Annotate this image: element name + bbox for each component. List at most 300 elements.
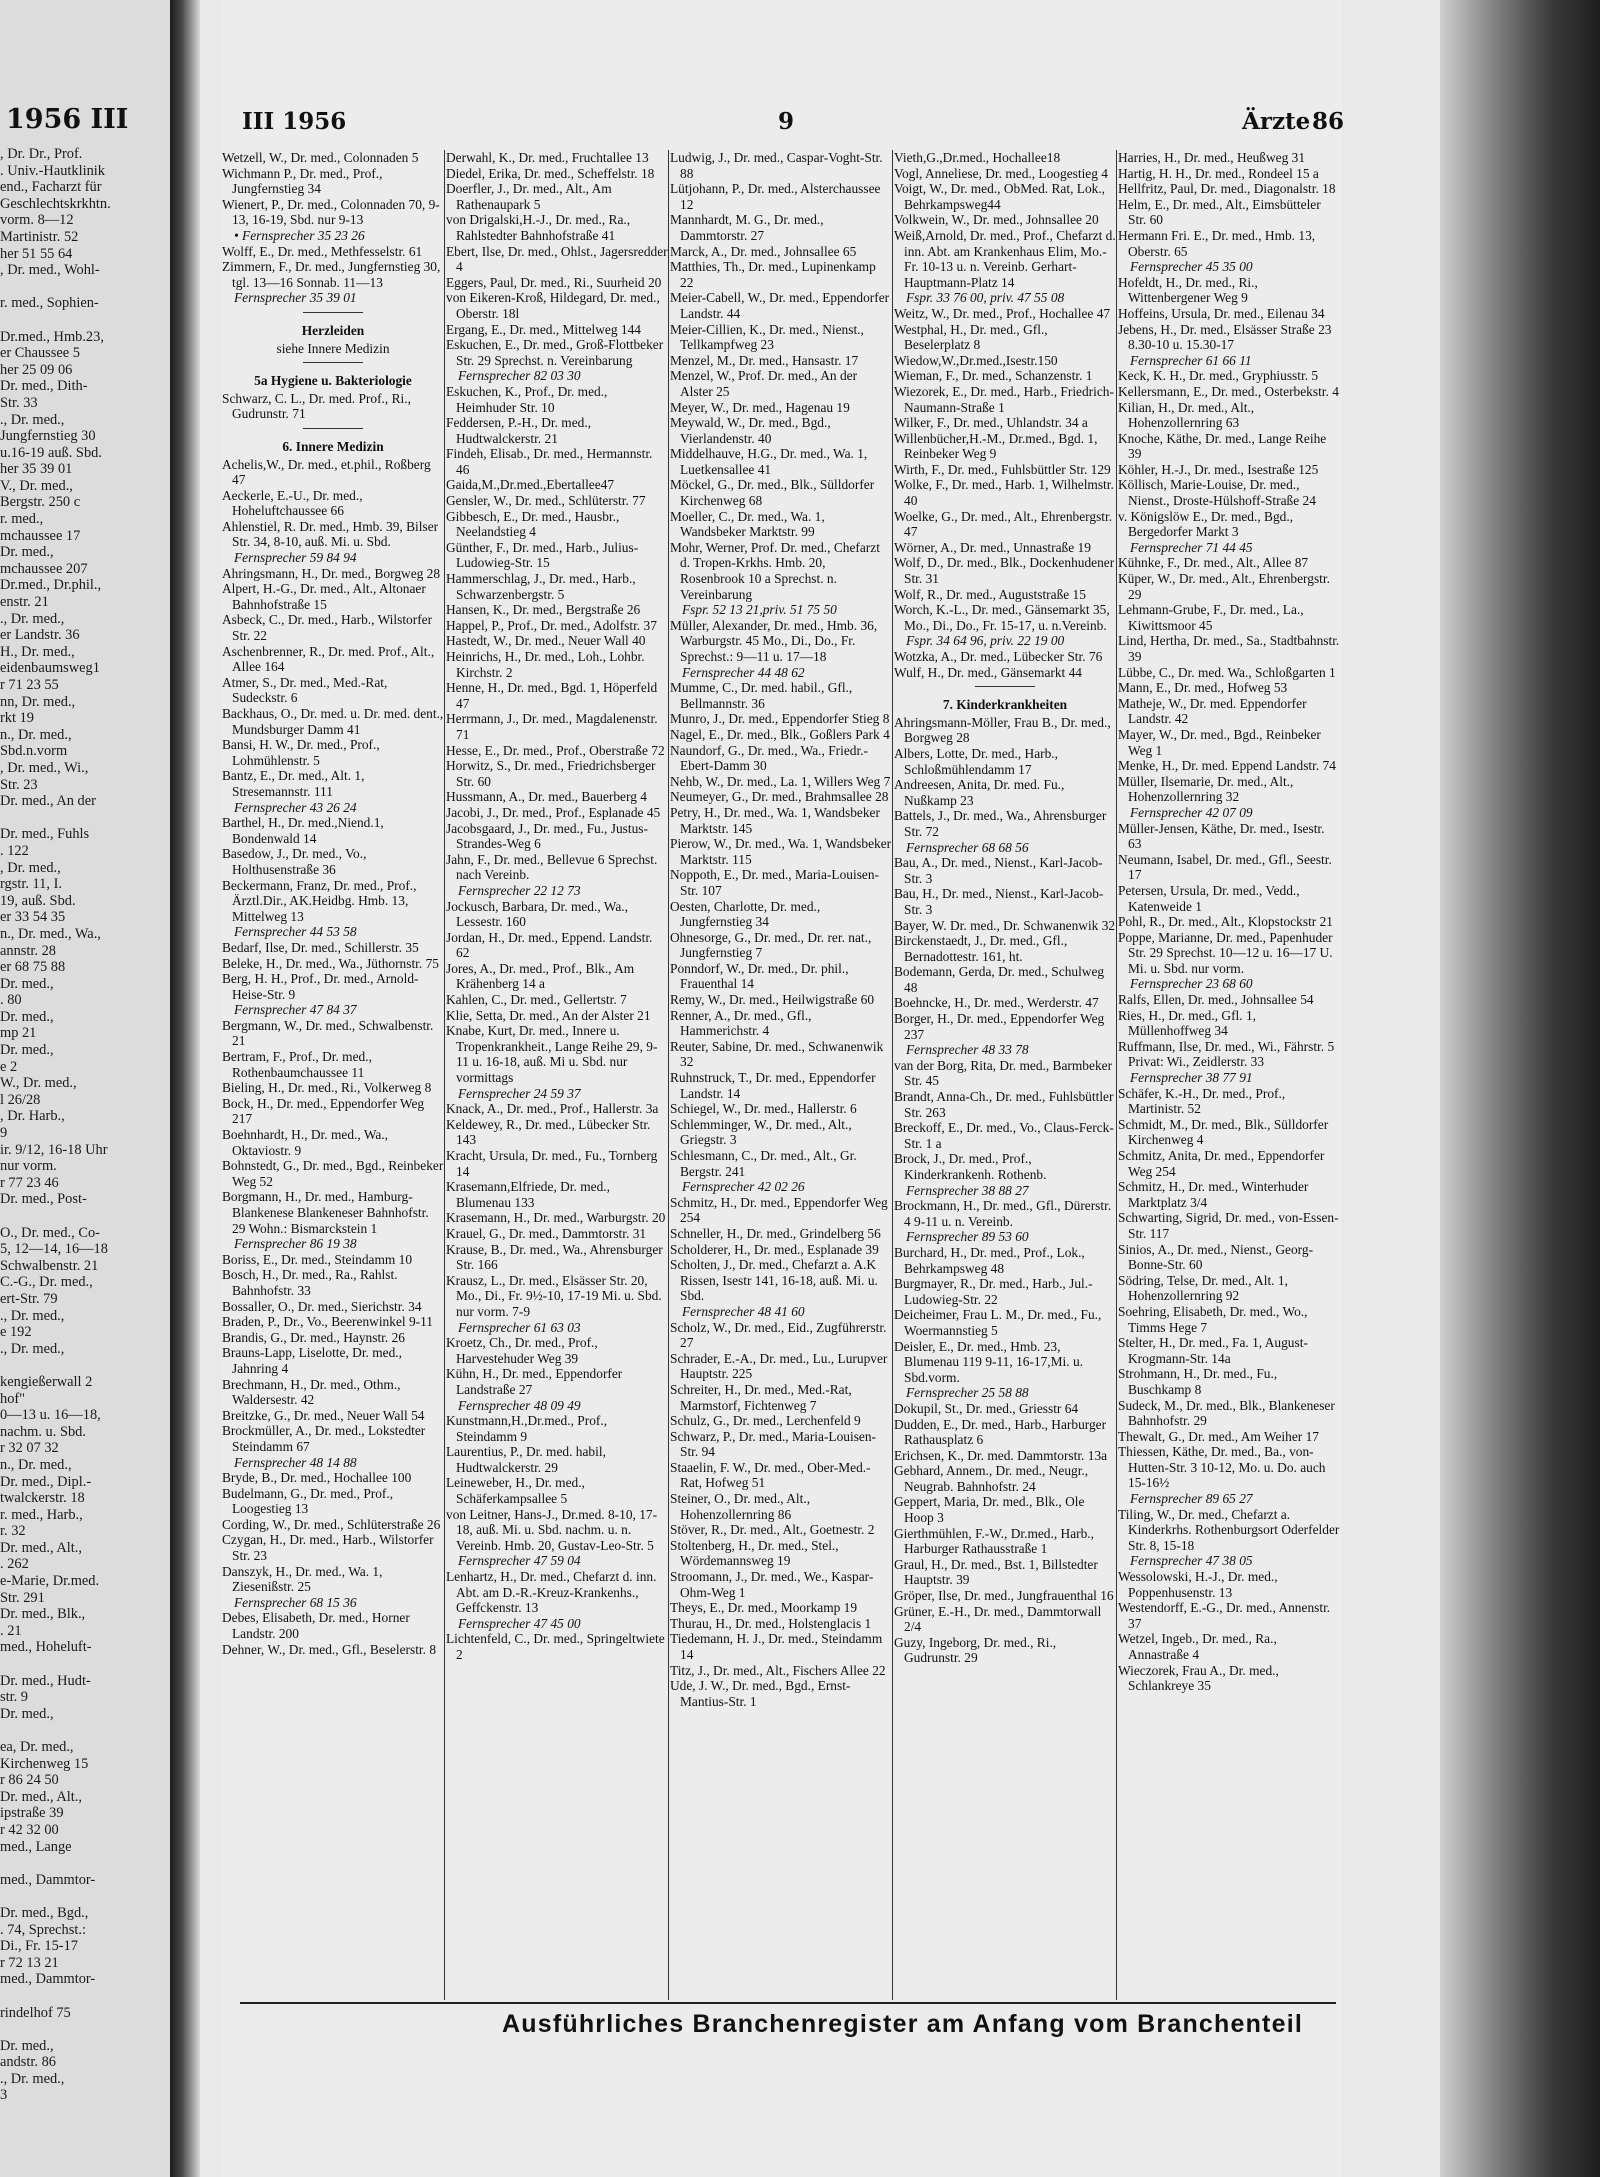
- directory-entry: Remy, W., Dr. med., Heilwigstraße 60: [670, 992, 875, 1008]
- directory-entry: Scholz, W., Dr. med., Eid., Zugführerstr. 27: [670, 1319, 887, 1351]
- directory-entry: Schiegel, W., Dr. med., Hallerstr. 6: [670, 1101, 857, 1117]
- phone-number: • Fernsprecher 35 23 26: [234, 227, 365, 243]
- directory-entry: Wolf, D., Dr. med., Blk., Dockenhudener Str. 31: [894, 555, 1115, 587]
- directory-entry: Ohnesorge, G., Dr. med., Dr. rer. nat., Jungfernstieg 7: [670, 929, 872, 961]
- directory-entry: Middelhauve, H.G., Dr. med., Wa. 1, Luetkensallee 41: [670, 446, 868, 477]
- directory-entry: Hoffeins, Ursula, Dr. med., Eilenau 34: [1118, 305, 1325, 321]
- phone-number: Fernsprecher 22 12 73: [458, 882, 581, 898]
- directory-entry: Schneller, H., Dr. med., Grindelberg 56: [670, 1225, 881, 1241]
- directory-entry: Brandt, Anna-Ch., Dr. med., Fuhlsbüttler Str. 263: [894, 1089, 1114, 1120]
- facing-page-line: ipstraße 39: [0, 1805, 64, 1822]
- facing-page-line: kengießerwall 2: [0, 1373, 93, 1390]
- directory-entry: Pierow, W., Dr. med., Wa. 1, Wandsbeker Marktstr. 115: [670, 836, 892, 867]
- directory-entry: Bayer, W. Dr. med., Dr. Schwanenwik 32: [894, 917, 1116, 933]
- directory-entry: Bodemann, Gerda, Dr. med., Schulweg 48: [894, 964, 1105, 995]
- directory-entry: Boehnhardt, H., Dr. med., Wa., Oktaviostr. 9: [222, 1127, 389, 1158]
- directory-entry: Lehmann-Grube, F., Dr. med., La., Kiwittsmoor 45: [1118, 602, 1304, 633]
- directory-entry: Schulz, G., Dr. med., Lerchenfeld 9: [670, 1413, 861, 1429]
- directory-entry: Kunstmann,H.,Dr.med., Prof., Steindamm 9: [446, 1413, 608, 1444]
- directory-entry: Stöver, R., Dr. med., Alt., Goetnestr. 2: [670, 1522, 875, 1538]
- phone-number: Fernsprecher 43 26 24: [234, 799, 357, 815]
- directory-entry: Bergmann, W., Dr. med., Schwalbenstr. 21: [222, 1017, 434, 1049]
- directory-entry: Meywald, W., Dr. med., Bgd., Vierlandenstr. 40: [670, 415, 831, 446]
- column-5: [1118, 150, 1340, 2000]
- facing-page-line: Martinistr. 52: [0, 228, 79, 245]
- facing-page-line: Dr. med., Post-: [0, 1191, 87, 1208]
- directory-entry: Henne, H., Dr. med., Bgd. 1, Höperfeld 47: [446, 680, 658, 711]
- phone-number: Fernsprecher 35 39 01: [234, 290, 357, 306]
- directory-entry: Debes, Elisabeth, Dr. med., Horner Landstr. 200: [222, 1610, 410, 1642]
- facing-page-line: [0, 1208, 170, 1225]
- directory-entry: Thurau, H., Dr. med., Holstenglacis 1: [670, 1615, 872, 1631]
- facing-page-line: V., Dr. med.,: [0, 477, 73, 494]
- directory-entry: Wetzel, Ingeb., Dr. med., Ra., Annastraße 4: [1118, 1631, 1277, 1662]
- directory-entry: Bosch, H., Dr. med., Ra., Rahlst. Bahnhofstr. 33: [222, 1267, 398, 1298]
- directory-entry: Södring, Telse, Dr. med., Alt. 1, Hohenzollernring 92: [1118, 1272, 1288, 1304]
- facing-page-line: ert-Str. 79: [0, 1290, 58, 1307]
- directory-entry: Helm, E., Dr. med., Alt., Eimsbütteler Str. 60: [1118, 196, 1321, 228]
- phone-number: Fernsprecher 44 48 62: [682, 664, 805, 680]
- facing-page-line: , Dr. Dr., Prof.: [0, 146, 83, 162]
- directory-entry: Guzy, Ingeborg, Dr. med., Ri., Gudrunstr. 29: [894, 1634, 1057, 1666]
- directory-entry: Petry, H., Dr. med., Wa. 1, Wandsbeker Marktstr. 145: [670, 804, 880, 836]
- phone-number: Fernsprecher 89 53 60: [906, 1229, 1029, 1245]
- facing-page-line: r 32 07 32: [0, 1440, 59, 1457]
- facing-page-line: [0, 1656, 170, 1673]
- directory-entry: Wiedow,W.,Dr.med.,Isestr.150: [894, 352, 1058, 368]
- facing-page-line: r 72 13 21: [0, 1954, 59, 1971]
- directory-entry: Lübbe, C., Dr. med. Wa., Schloßgarten 1: [1118, 664, 1336, 680]
- directory-entry: Dokupil, St., Dr. med., Griesstr 64: [894, 1400, 1079, 1416]
- facing-page-line: Geschlechtskrkhtn.: [0, 195, 111, 212]
- directory-entry: Müller, Ilsemarie, Dr. med., Alt., Hohenzollernring 32: [1118, 773, 1294, 805]
- facing-page-line: eidenbaumsweg1: [0, 660, 100, 677]
- directory-entry: Kroetz, Ch., Dr. med., Prof., Harvestehuder Weg 39: [446, 1335, 598, 1366]
- facing-page-line: vorm. 8—12: [0, 212, 74, 229]
- directory-entry: Wessolowski, H.-J., Dr. med., Poppenhusenstr. 13: [1118, 1569, 1278, 1600]
- directory-entry: Schmitz, H., Dr. med., Eppendorfer Weg 254: [670, 1194, 888, 1226]
- directory-entry: Naundorf, G., Dr. med., Wa., Friedr.-Ebert-Damm 30: [670, 742, 869, 774]
- directory-entry: Gebhard, Annem., Dr. med., Neugr., Neugrab. Bahnhofstr. 24: [894, 1463, 1089, 1494]
- directory-entry: Köllisch, Marie-Louise, Dr. med., Nienst., Droste-Hülshoff-Straße 24: [1118, 477, 1316, 509]
- directory-entry: Hastedt, W., Dr. med., Neuer Wall 40: [446, 633, 646, 649]
- facing-page-line: 3: [0, 2087, 8, 2104]
- directory-entry: Mayer, W., Dr. med., Bgd., Reinbeker Weg 1: [1118, 726, 1321, 758]
- directory-entry: Reuter, Sabine, Dr. med., Schwanenwik 32: [670, 1038, 884, 1070]
- facing-page-line: 19, auß. Sbd.: [0, 892, 76, 909]
- directory-entry: Schmidt, M., Dr. med., Blk., Sülldorfer Kirchenweg 4: [1118, 1116, 1329, 1148]
- facing-page-line: r 42 32 00: [0, 1821, 59, 1838]
- phone-number: Fspr. 34 64 96, priv. 22 19 00: [906, 633, 1065, 649]
- directory-entry: Soehring, Elisabeth, Dr. med., Wo., Timms Hege 7: [1118, 1303, 1308, 1335]
- phone-number: Fernsprecher 45 35 00: [1130, 259, 1253, 275]
- directory-entry: Gaida,M.,Dr.med.,Ebertallee47: [446, 477, 615, 493]
- facing-page-line: [0, 810, 170, 827]
- directory-entry: Volkwein, W., Dr. med., Johnsallee 20: [894, 212, 1099, 228]
- facing-page-line: ea, Dr. med.,: [0, 1739, 74, 1755]
- directory-entry: Hammerschlag, J., Dr. med., Harb., Schwarzenbergstr. 5: [446, 571, 636, 602]
- directory-entry: Albers, Lotte, Dr. med., Harb., Schloßmühlendamm 17: [894, 745, 1058, 777]
- directory-entry: Möckel, G., Dr. med., Blk., Sülldorfer Kirchenweg 68: [670, 477, 875, 509]
- directory-entry: Wolff, E., Dr. med., Methfesselstr. 61: [222, 243, 423, 259]
- phone-number: Fernsprecher 48 14 88: [234, 1454, 357, 1470]
- facing-page-line: 5, 12—14, 16—18: [0, 1241, 108, 1258]
- facing-page-line: Dr.med., Dr.phil.,: [0, 577, 102, 594]
- facing-page-line: W., Dr. med.,: [0, 1075, 77, 1092]
- facing-page-line: er 68 75 88: [0, 959, 66, 976]
- directory-entry: Bryde, B., Dr. med., Hochallee 100: [222, 1470, 412, 1486]
- facing-page-line: n., Dr. med.,: [0, 726, 72, 743]
- phone-number: Fernsprecher 23 68 60: [1130, 976, 1253, 992]
- directory-entry: Mannhardt, M. G., Dr. med., Dammtorstr. 27: [670, 212, 824, 243]
- directory-entry: Bau, H., Dr. med., Nienst., Karl-Jacob-Str. 3: [894, 886, 1104, 917]
- directory-entry: Brockmann, H., Dr. med., Gfl., Dürerstr. 4 9-11 u. n. Vereinb.: [894, 1198, 1112, 1229]
- directory-entry: Aschenbrenner, R., Dr. med. Prof., Alt., Allee 164: [222, 643, 435, 675]
- facing-page-line: nachm. u. Sbd.: [0, 1423, 86, 1440]
- facing-page-line: . 74, Sprechst.:: [0, 1921, 86, 1938]
- directory-entry: Renner, A., Dr. med., Gfl., Hammerichstr. 4: [670, 1007, 812, 1039]
- directory-entry: Stoltenberg, H., Dr. med., Stel., Wördemannsweg 19: [670, 1537, 839, 1569]
- facing-page-line: Sbd.n.vorm: [0, 743, 68, 760]
- directory-entry: Borger, H., Dr. med., Eppendorfer Weg 237: [894, 1011, 1105, 1042]
- facing-page-line: H., Dr. med.,: [0, 643, 75, 660]
- directory-entry: Wieman, F., Dr. med., Schanzenstr. 1: [894, 368, 1093, 384]
- column-2: [446, 150, 668, 2000]
- directory-entry: Knack, A., Dr. med., Prof., Hallerstr. 3a: [446, 1101, 659, 1117]
- facing-page-line: u.16-19 auß. Sbd.: [0, 444, 102, 461]
- directory-entry: Ruffmann, Ilse, Dr. med., Wi., Fährstr. 5 Privat: Wi., Zeidlerstr. 33: [1118, 1038, 1335, 1070]
- directory-entry: Matthies, Th., Dr. med., Lupinenkamp 22: [670, 259, 876, 290]
- directory-entry: Wieczorek, Frau A., Dr. med., Schlankreye 35: [1118, 1662, 1279, 1694]
- directory-entry: Brockmüller, A., Dr. med., Lokstedter Steindamm 67: [222, 1423, 426, 1454]
- directory-entry: Schäfer, K.-H., Dr. med., Prof., Martinistr. 52: [1118, 1085, 1286, 1117]
- facing-page-line: twalckerstr. 18: [0, 1490, 85, 1507]
- directory-entry: Dehner, W., Dr. med., Gfl., Beselerstr. 8: [222, 1641, 437, 1657]
- directory-entry: Hellfritz, Paul, Dr. med., Diagonalstr. 18: [1118, 181, 1336, 197]
- facing-page-line: [0, 1357, 170, 1374]
- directory-entry: Thewalt, G., Dr. med., Am Weiher 17: [1118, 1428, 1319, 1444]
- facing-page-line: her 35 39 01: [0, 461, 73, 478]
- directory-entry: Hesse, E., Dr. med., Prof., Oberstraße 72: [446, 742, 665, 758]
- directory-entry: Jores, A., Dr. med., Prof., Blk., Am Krähenberg 14 a: [446, 960, 635, 992]
- phone-number: Fernsprecher 86 19 38: [234, 1236, 357, 1252]
- facing-page-line: Dr. med., Hudt-: [0, 1672, 91, 1689]
- directory-entry: Marck, A., Dr. med., Johnsallee 65: [670, 243, 857, 259]
- directory-entry: Weiß,Arnold, Dr. med., Prof., Chefarzt d. inn. Abt. am Krankenhaus Elim, Mo.-Fr. 10-13 u. n. Vereinb. Gerhart-Hauptmann-Platz 14: [894, 227, 1116, 290]
- directory-entry: Jacobsgaard, J., Dr. med., Fu., Justus-Strandes-Weg 6: [446, 820, 648, 852]
- directory-entry: Wulf, H., Dr. med., Gänsemarkt 44: [894, 664, 1083, 680]
- directory-entry: Deicheimer, Frau L. M., Dr. med., Fu., Woermannstieg 5: [894, 1307, 1102, 1338]
- phone-number: Fernsprecher 42 07 09: [1130, 804, 1253, 820]
- directory-entry: Krasemann, H., Dr. med., Warburgstr. 20: [446, 1210, 666, 1226]
- column-3: [670, 150, 892, 2000]
- directory-entry: Kellersmann, E., Dr. med., Osterbekstr. 4: [1118, 383, 1339, 399]
- directory-entry: Tiedemann, H. J., Dr. med., Steindamm 14: [670, 1631, 883, 1662]
- section-divider: [303, 362, 363, 363]
- directory-entry: Gibbesch, E., Dr. med., Hausbr., Neelandstieg 4: [446, 508, 620, 540]
- phone-number: Fernsprecher 24 59 37: [458, 1085, 581, 1101]
- facing-page-line: . Univ.-Hautklinik: [0, 162, 105, 179]
- facing-page-line: med., Lange: [0, 1838, 72, 1855]
- directory-entry: Schmitz, Anita, Dr. med., Eppendorfer Weg 254: [1118, 1148, 1325, 1179]
- directory-entry: Erichsen, K., Dr. med. Dammtorstr. 13a: [894, 1447, 1108, 1463]
- facing-page-line: her 25 09 06: [0, 361, 73, 378]
- directory-entry: Harries, H., Dr. med., Heußweg 31: [1118, 150, 1306, 165]
- directory-entry: Moeller, C., Dr. med., Wa. 1, Wandsbeker Marktstr. 99: [670, 508, 825, 540]
- directory-entry: v. Königslöw E., Dr. med., Bgd., Bergedorfer Markt 3: [1118, 508, 1294, 540]
- directory-entry: Birckenstaedt, J., Dr. med., Gfl., Bernadottestr. 161, ht.: [894, 933, 1068, 964]
- phone-number: Fernsprecher 59 84 94: [234, 550, 357, 566]
- directory-entry: Menke, H., Dr. med. Eppend Landstr. 74: [1118, 758, 1336, 774]
- directory-entry: Bantz, E., Dr. med., Alt. 1, Stresemannstr. 111: [222, 768, 365, 799]
- directory-entry: Günther, F., Dr. med., Harb., Julius-Ludowieg-Str. 15: [446, 539, 639, 571]
- directory-entry: Andreesen, Anita, Dr. med. Fu., Nußkamp 23: [894, 777, 1065, 808]
- phone-number: Fernsprecher 25 58 88: [906, 1385, 1029, 1401]
- directory-entry: Strohmann, H., Dr. med., Fu., Buschkamp 8: [1118, 1366, 1278, 1397]
- directory-entry: Feddersen, P.-H., Dr. med., Hudtwalckerstr. 21: [446, 415, 592, 446]
- directory-entry: Happel, P., Prof., Dr. med., Adolfstr. 37: [446, 617, 657, 633]
- column-4: [894, 150, 1116, 2000]
- directory-entry: Meier-Cabell, W., Dr. med., Eppendorfer Landstr. 44: [670, 290, 890, 321]
- directory-entry: von Leitner, Hans-J., Dr.med. 8-10, 17-18, auß. Mi. u. Sbd. nachm. u. n. Vereinb. Hmb. 20, Gustav-Leo-Str. 5: [446, 1506, 658, 1553]
- directory-entry: Theys, E., Dr. med., Moorkamp 19: [670, 1600, 858, 1616]
- directory-entry: Menzel, W., Prof. Dr. med., An der Alster 25: [670, 368, 858, 399]
- directory-entry: Schmitz, H., Dr. med., Winterhuder Marktplatz 3/4: [1118, 1179, 1309, 1210]
- facing-page-line: Dr. med., Alt.,: [0, 1788, 82, 1805]
- directory-entry: Scholderer, H., Dr. med., Esplanade 39: [670, 1241, 879, 1257]
- directory-entry: Köhler, H.-J., Dr. med., Isestraße 125: [1118, 461, 1319, 477]
- page-header: [222, 108, 1345, 140]
- facing-page-line: ., Dr. med.,: [0, 610, 65, 627]
- directory-entry: Achelis,W., Dr. med., et.phil., Roßberg 47: [222, 456, 431, 488]
- facing-page-line: , Dr. med.,: [0, 859, 61, 876]
- directory-entry: Matheje, W., Dr. med. Eppendorfer Landstr. 42: [1118, 695, 1307, 727]
- facing-page-line: Di., Fr. 15-17: [0, 1938, 78, 1955]
- directory-entry: Hansen, K., Dr. med., Bergstraße 26: [446, 602, 641, 618]
- facing-page-line: ir. 9/12, 16-18 Uhr: [0, 1141, 108, 1158]
- directory-entry: Sinios, A., Dr. med., Nienst., Georg-Bonne-Str. 60: [1118, 1241, 1314, 1273]
- directory-entry: Alpert, H.-G., Dr. med., Alt., Altonaer Bahnhofstraße 15: [222, 581, 426, 612]
- facing-page-line: med., Dammtor-: [0, 1871, 96, 1888]
- directory-entry: Bohnstedt, G., Dr. med., Bgd., Reinbeker Weg 52: [222, 1158, 444, 1189]
- directory-entry: Lichtenfeld, C., Dr. med., Springeltwiete 2: [446, 1631, 665, 1662]
- facing-page-line: r. med., Sophien-: [0, 295, 99, 312]
- directory-entry: Berg, H. H., Prof., Dr. med., Arnold-Heise-Str. 9: [222, 971, 419, 1002]
- facing-page-line: ., Dr. med.,: [0, 1307, 65, 1324]
- directory-entry: Wörner, A., Dr. med., Unnastraße 19: [894, 539, 1091, 555]
- facing-page-line: . 122: [0, 842, 29, 859]
- directory-entry: Krause, B., Dr. med., Wa., Ahrensburger Str. 166: [446, 1241, 663, 1273]
- directory-entry: Tiling, W., Dr. med., Chefarzt a. Kinderkrhs. Rothenburgsort Oderfelder Str. 8, 15-18: [1118, 1506, 1340, 1553]
- directory-entry: Schreiter, H., Dr. med., Med.-Rat, Marmstorf, Fichtenweg 7: [670, 1381, 852, 1413]
- directory-entry: Vieth,G.,Dr.med., Hochallee18: [894, 150, 1061, 165]
- facing-page-line: end., Facharzt für: [0, 179, 102, 196]
- directory-entry: Brauns-Lapp, Liselotte, Dr. med., Jahnring 4: [222, 1345, 402, 1376]
- directory-entry: Hussmann, A., Dr. med., Bauerberg 4: [446, 789, 647, 805]
- facing-page-line: e 2: [0, 1058, 18, 1075]
- directory-entry: Wiezorek, E., Dr. med., Harb., Friedrich-Naumann-Straße 1: [894, 383, 1114, 415]
- section-heading: 5a Hygiene u. Bakteriologie: [254, 373, 412, 389]
- directory-entry: Jebens, H., Dr. med., Elsässer Straße 23 8.30-10 u. 15.30-17: [1118, 321, 1332, 353]
- directory-entry: Keldewey, R., Dr. med., Lübecker Str. 143: [446, 1116, 651, 1148]
- directory-entry: Scholten, J., Dr. med., Chefarzt a. A.K Rissen, Isestr 141, 16-18, auß. Mi. u. Sbd.: [670, 1257, 878, 1304]
- facing-page-line: Dr. med., Dith-: [0, 378, 88, 395]
- directory-entry: Schlesmann, C., Dr. med., Alt., Gr. Bergstr. 241: [670, 1148, 857, 1179]
- directory-entry: Derwahl, K., Dr. med., Fruchtallee 13: [446, 150, 649, 165]
- directory-entry: Nehb, W., Dr. med., La. 1, Willers Weg 7: [670, 773, 891, 789]
- directory-entry: Jordan, H., Dr. med., Eppend. Landstr. 62: [446, 929, 653, 961]
- facing-page-line: Dr. med., Bgd.,: [0, 1904, 89, 1921]
- facing-page-line: C.-G., Dr. med.,: [0, 1274, 93, 1291]
- directory-entry: Bansi, H. W., Dr. med., Prof., Lohmühlenstr. 5: [222, 737, 380, 768]
- directory-entry: Ahringsmann, H., Dr. med., Borgweg 28: [222, 565, 441, 581]
- facing-page-line: [0, 2021, 170, 2038]
- facing-page-line: Dr. med., Alt.,: [0, 1539, 82, 1556]
- directory-entry: Schwarz, P., Dr. med., Maria-Louisen-Str. 94: [670, 1428, 877, 1460]
- phone-number: Fernsprecher 71 44 45: [1130, 539, 1253, 555]
- directory-entry: Hofeldt, H., Dr. med., Ri., Wittenbergener Weg 9: [1118, 274, 1258, 306]
- directory-entry: Jacobi, J., Dr. med., Prof., Esplanade 45: [446, 804, 661, 820]
- directory-entry: Borgmann, H., Dr. med., Hamburg-Blankenese Blankeneser Bahnhofstr. 29 Wohn.: Bismarckstein 1: [222, 1189, 429, 1236]
- directory-entry: Lenhartz, H., Dr. med., Chefarzt d. inn. Abt. am D.-R.-Kreuz-Krankenhs., Geffckenstr. 13: [446, 1569, 657, 1616]
- facing-page-line: Dr. med., Blk.,: [0, 1606, 86, 1623]
- directory-entry: Wolke, F., Dr. med., Harb. 1, Wilhelmstr. 40: [894, 477, 1114, 509]
- directory-entry: Stroomann, J., Dr. med., We., Kaspar-Ohm-Weg 1: [670, 1569, 874, 1600]
- directory-entry: Westphal, H., Dr. med., Gfl., Beselerplatz 8: [894, 321, 1048, 353]
- phone-number: Fernsprecher 48 33 78: [906, 1042, 1029, 1058]
- directory-entry: Meyer, W., Dr. med., Hagenau 19: [670, 399, 850, 415]
- phone-number: Fernsprecher 38 88 27: [906, 1182, 1029, 1198]
- facing-page-line: 0—13 u. 16—18,: [0, 1407, 101, 1424]
- directory-entry: Heinrichs, H., Dr. med., Loh., Lohbr. Kirchstr. 2: [446, 649, 645, 680]
- directory-entry: Brandis, G., Dr. med., Haynstr. 26: [222, 1329, 405, 1345]
- facing-page-line: rgstr. 11, I.: [0, 876, 62, 893]
- directory-entry: Neumeyer, G., Dr. med., Brahmsallee 28: [670, 789, 889, 805]
- phone-number: Fernsprecher 47 45 00: [458, 1615, 581, 1631]
- section-heading: Herzleiden: [301, 322, 365, 338]
- facing-page-line: [0, 1988, 170, 2005]
- facing-page-line: e 192: [0, 1324, 32, 1341]
- directory-entry: Sudeck, M., Dr. med., Blk., Blankeneser Bahnhofstr. 29: [1118, 1397, 1335, 1429]
- phone-number: Fernsprecher 82 03 30: [458, 368, 581, 384]
- facing-page-line: er Landstr. 36: [0, 627, 80, 644]
- facing-page-line: nn, Dr. med.,: [0, 693, 76, 710]
- directory-entry: Vogl, Anneliese, Dr. med., Loogestieg 4: [894, 165, 1108, 181]
- directory-entry: Bertram, F., Prof., Dr. med., Rothenbaumchaussee 11: [222, 1049, 372, 1080]
- directory-entry: Geppert, Maria, Dr. med., Blk., Ole Hoop 3: [894, 1494, 1085, 1526]
- directory-entry: van der Borg, Rita, Dr. med., Barmbeker Str. 45: [894, 1057, 1113, 1089]
- directory-entry: Mann, E., Dr. med., Hofweg 53: [1118, 680, 1288, 696]
- facing-page-line: r 86 24 50: [0, 1772, 59, 1789]
- facing-page-line: Str. 33: [0, 394, 38, 411]
- directory-entry: Ries, H., Dr. med., Gfl. 1, Müllenhoffweg 34: [1118, 1007, 1256, 1039]
- facing-page-line: Str. 23: [0, 776, 38, 793]
- facing-page-line: er Chaussee 5: [0, 345, 80, 362]
- phone-number: Fernsprecher 47 38 05: [1130, 1553, 1253, 1569]
- facing-page-line: r. 32: [0, 1523, 26, 1540]
- directory-entry: Ude, J. W., Dr. med., Bgd., Ernst-Mantius-Str. 1: [670, 1678, 851, 1709]
- facing-page-line: , Dr. Harb.,: [0, 1108, 65, 1125]
- phone-number: Fernsprecher 68 68 56: [906, 839, 1029, 855]
- directory-entry: Bock, H., Dr. med., Eppendorfer Weg 217: [222, 1095, 425, 1127]
- facing-page-fragment: [0, 0, 170, 2177]
- directory-entry: Knabe, Kurt, Dr. med., Innere u. Tropenkrankheit., Lange Reihe 29, 9-11 u. 16-18, auß. Mi u. Sbd. nur vormittags: [446, 1023, 658, 1086]
- directory-entry: Wolf, R., Dr. med., Auguststraße 15: [894, 586, 1086, 602]
- directory-entry: Battels, J., Dr. med., Wa., Ahrensburger Str. 72: [894, 808, 1107, 839]
- facing-page-line: er 33 54 35: [0, 909, 66, 926]
- facing-page-line: n., Dr. med.,: [0, 1456, 72, 1473]
- directory-entry: Lind, Hertha, Dr. med., Sa., Stadtbahnstr. 39: [1118, 633, 1340, 664]
- facing-page-line: Bergstr. 250 c: [0, 494, 81, 511]
- directory-entry: Krasemann,Elfriede, Dr. med., Blumenau 133: [446, 1179, 610, 1210]
- facing-page-line: Dr. med.,: [0, 1042, 54, 1059]
- facing-page-line: ., Dr. med.,: [0, 411, 65, 428]
- scan-edge: [1440, 0, 1600, 2177]
- facing-page-line: andstr. 86: [0, 2054, 56, 2071]
- directory-entry: Dudden, E., Dr. med., Harb., Harburger Rathausplatz 6: [894, 1416, 1107, 1448]
- directory-entry: Jahn, F., Dr. med., Bellevue 6 Sprechst. nach Vereinb.: [446, 851, 658, 883]
- directory-entry: Doerfler, J., Dr. med., Alt., Am Rathenaupark 5: [446, 181, 612, 212]
- directory-entry: Klie, Setta, Dr. med., An der Alster 21: [446, 1007, 651, 1023]
- phone-number: Fernsprecher 61 66 11: [1130, 352, 1252, 368]
- facing-page-header: 1956 III: [6, 104, 129, 135]
- phone-number: Fernsprecher 61 63 03: [458, 1319, 581, 1335]
- phone-number: Fspr. 52 13 21,priv. 51 75 50: [682, 602, 837, 618]
- directory-entry: Munro, J., Dr. med., Eppendorfer Stieg 8: [670, 711, 890, 727]
- directory-entry: Eggers, Paul, Dr. med., Ri., Suurheid 20: [446, 274, 662, 290]
- facing-page-line: med., Dammtor-: [0, 1971, 96, 1988]
- directory-entry: Hermann Fri. E., Dr. med., Hmb. 13, Oberstr. 65: [1118, 227, 1316, 259]
- facing-page-line: ., Dr. med.,: [0, 1340, 65, 1357]
- facing-page-line: rkt 19: [0, 710, 34, 727]
- facing-page-line: Dr. med., An der: [0, 793, 96, 810]
- directory-entry: Keck, K. H., Dr. med., Gryphiusstr. 5: [1118, 368, 1319, 384]
- facing-page-line: r. med.,: [0, 511, 44, 528]
- directory-entry: Bieling, H., Dr. med., Ri., Volkerweg 8: [222, 1080, 432, 1096]
- section-divider: [303, 312, 363, 313]
- directory-entry: Ruhnstruck, T., Dr. med., Eppendorfer Landstr. 14: [670, 1070, 876, 1101]
- directory-entry: Ludwig, J., Dr. med., Caspar-Voght-Str. 88: [670, 150, 883, 181]
- directory-entry: Eskuchen, K., Prof., Dr. med., Heimhuder Str. 10: [446, 383, 608, 415]
- directory-entry: Kracht, Ursula, Dr. med., Fu., Tornberg 14: [446, 1148, 658, 1179]
- facing-page-line: [0, 1888, 170, 1905]
- directory-entry: Burgmayer, R., Dr. med., Harb., Jul.-Ludowieg-Str. 22: [894, 1276, 1093, 1307]
- directory-entry: Findeh, Elisab., Dr. med., Hermannstr. 46: [446, 446, 653, 477]
- directory-entry: Jockusch, Barbara, Dr. med., Wa., Lessestr. 160: [446, 898, 629, 930]
- header-section-title: Ärzte: [1242, 108, 1311, 135]
- facing-page-line: [0, 1722, 170, 1739]
- header-page-number: 9: [778, 108, 795, 135]
- facing-page-line: med., Hoheluft-: [0, 1639, 92, 1656]
- facing-page-line: e-Marie, Dr.med.: [0, 1573, 100, 1590]
- directory-entry: Backhaus, O., Dr. med. u. Dr. med. dent., Mundsburger Damm 41: [222, 706, 444, 737]
- facing-page-line: . 262: [0, 1556, 29, 1573]
- phone-number: Fernsprecher 42 02 26: [682, 1179, 805, 1195]
- directory-entry: Westendorff, E.-G., Dr. med., Annenstr. 37: [1118, 1600, 1331, 1631]
- directory-entry: Braden, P., Dr., Vo., Beerenwinkel 9-11: [222, 1314, 433, 1330]
- directory-entry: Bau, A., Dr. med., Nienst., Karl-Jacob-Str. 3: [894, 855, 1103, 886]
- directory-entry: Budelmann, G., Dr. med., Prof., Loogestieg 13: [222, 1485, 394, 1517]
- directory-entry: Beckermann, Franz, Dr. med., Prof., Ärztl.Dir., AK.Heidbg. Hmb. 13, Mittelweg 13: [222, 877, 417, 924]
- phone-number: Fernsprecher 48 09 49: [458, 1397, 581, 1413]
- directory-entry: Voigt, W., Dr. med., ObMed. Rat, Lok., Behrkampsweg44: [894, 181, 1106, 212]
- directory-entry: Weitz, W., Dr. med., Prof., Hochallee 47: [894, 305, 1111, 321]
- directory-entry: Burchard, H., Dr. med., Prof., Lok., Behrkampsweg 48: [894, 1244, 1085, 1276]
- directory-entry: Wirth, F., Dr. med., Fuhlsbüttler Str. 129: [894, 461, 1111, 477]
- directory-entry: Schwarting, Sigrid, Dr. med., von-Essen-Str. 117: [1118, 1210, 1339, 1241]
- directory-entry: Krausz, L., Dr. med., Elsässer Str. 20, Mo., Di., Fr. 9½-10, 17-19 Mi. u. Sbd. nur vorm. 7-9: [446, 1272, 662, 1319]
- phone-number: Fspr. 33 76 00, priv. 47 55 08: [906, 290, 1065, 306]
